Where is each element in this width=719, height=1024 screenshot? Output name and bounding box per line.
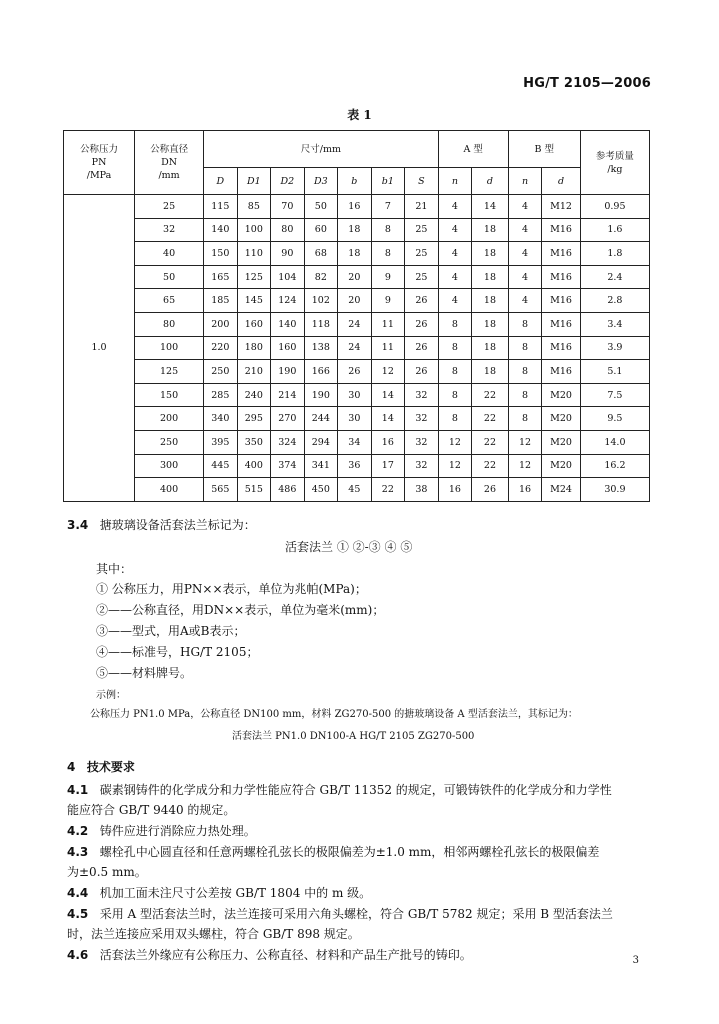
table-cell: 9 bbox=[371, 265, 405, 289]
table-cell: 450 bbox=[304, 478, 338, 502]
table-cell: 26 bbox=[338, 360, 372, 384]
table-cell: 214 bbox=[271, 383, 305, 407]
table-cell: 45 bbox=[338, 478, 372, 502]
marking-formula: 活套法兰 ① ②-③ ④ ⑤ bbox=[285, 540, 413, 554]
table-cell: 3.9 bbox=[580, 336, 649, 360]
table-cell: 36 bbox=[338, 454, 372, 478]
table-cell: 80 bbox=[135, 312, 204, 336]
table-cell: 118 bbox=[304, 312, 338, 336]
table-cell: 270 bbox=[271, 407, 305, 431]
table-cell: 32 bbox=[405, 430, 439, 454]
table-cell: M16 bbox=[542, 218, 581, 242]
table-cell: 250 bbox=[204, 360, 238, 384]
table-cell: 4 bbox=[508, 289, 542, 313]
table-cell: 8 bbox=[508, 383, 542, 407]
table-row bbox=[64, 289, 650, 313]
table-cell: 18 bbox=[338, 218, 372, 242]
table-cell: 200 bbox=[204, 312, 238, 336]
table-row bbox=[64, 454, 650, 478]
header-col-b1: b1 bbox=[371, 168, 405, 195]
marking-item-1: ① 公称压力，用PN××表示，单位为兆帕(MPa)； bbox=[96, 582, 367, 596]
table-cell: 100 bbox=[135, 336, 204, 360]
table-cell: 8 bbox=[438, 383, 472, 407]
table-cell: 26 bbox=[405, 312, 439, 336]
table-cell: 4 bbox=[438, 195, 472, 219]
table-row bbox=[64, 312, 650, 336]
table-cell: 9 bbox=[371, 289, 405, 313]
table-cell: 100 bbox=[237, 218, 271, 242]
table-cell: 1.8 bbox=[580, 242, 649, 266]
table-cell: 125 bbox=[135, 360, 204, 384]
table-cell: M16 bbox=[542, 336, 581, 360]
table-cell: 8 bbox=[371, 242, 405, 266]
header-col-b-n: n bbox=[508, 168, 542, 195]
table-cell: 26 bbox=[405, 289, 439, 313]
table-cell: 445 bbox=[204, 454, 238, 478]
clause-4-4: 4.4 机加工面未注尺寸公差按 GB/T 1804 中的 m 级。 bbox=[67, 886, 372, 900]
table-cell: 285 bbox=[204, 383, 238, 407]
table-cell: 22 bbox=[472, 430, 509, 454]
table-cell: M20 bbox=[542, 383, 581, 407]
clause-4-3-line-2: 为±0.5 mm。 bbox=[67, 865, 147, 879]
table-cell: 32 bbox=[135, 218, 204, 242]
table-cell: 102 bbox=[304, 289, 338, 313]
table-cell: 515 bbox=[237, 478, 271, 502]
example-text: 公称压力 PN1.0 MPa，公称直径 DN100 mm，材料 ZG270-500 的搪玻璃设备 A 型活套法兰，其标记为： bbox=[90, 709, 578, 720]
table-cell: 14 bbox=[472, 195, 509, 219]
table-cell: 26 bbox=[405, 360, 439, 384]
table-cell: 565 bbox=[204, 478, 238, 502]
table-cell: 8 bbox=[438, 407, 472, 431]
table-cell: M12 bbox=[542, 195, 581, 219]
table-caption: 表 1 bbox=[347, 108, 372, 122]
table-cell: 14 bbox=[371, 407, 405, 431]
table-cell: 400 bbox=[135, 478, 204, 502]
table-cell: 32 bbox=[405, 383, 439, 407]
table-row bbox=[64, 195, 650, 219]
table-cell: 11 bbox=[371, 336, 405, 360]
table-cell: 68 bbox=[304, 242, 338, 266]
table-cell: 11 bbox=[371, 312, 405, 336]
table-row bbox=[64, 336, 650, 360]
clause-4-6: 4.6 活套法兰外缘应有公称压力、公称直径、材料和产品生产批号的铸印。 bbox=[67, 948, 472, 962]
table-cell: 104 bbox=[271, 265, 305, 289]
table-cell: 250 bbox=[135, 430, 204, 454]
table-cell: 25 bbox=[135, 195, 204, 219]
table-row bbox=[64, 265, 650, 289]
table-cell: 160 bbox=[271, 336, 305, 360]
standard-code-header: HG/T 2105—2006 bbox=[523, 76, 651, 91]
table-cell: 0.95 bbox=[580, 195, 649, 219]
table-cell: M16 bbox=[542, 360, 581, 384]
table-cell: 5.1 bbox=[580, 360, 649, 384]
table-cell: 90 bbox=[271, 242, 305, 266]
table-cell: 40 bbox=[135, 242, 204, 266]
table-cell: 7.5 bbox=[580, 383, 649, 407]
section-4-heading: 4 技术要求 bbox=[67, 760, 135, 774]
table-cell: 8 bbox=[438, 312, 472, 336]
table-cell: 18 bbox=[472, 312, 509, 336]
table-cell: 295 bbox=[237, 407, 271, 431]
table-row bbox=[64, 383, 650, 407]
marking-item-2: ②——公称直径，用DN××表示，单位为毫米(mm)； bbox=[96, 603, 385, 617]
header-col-d3: D3 bbox=[304, 168, 338, 195]
table-cell: 190 bbox=[304, 383, 338, 407]
table-cell: 26 bbox=[472, 478, 509, 502]
table-cell: 240 bbox=[237, 383, 271, 407]
table-cell: 21 bbox=[405, 195, 439, 219]
table-cell: 20 bbox=[338, 265, 372, 289]
table-cell: 16 bbox=[338, 195, 372, 219]
table-cell: 12 bbox=[438, 454, 472, 478]
table-cell: 4 bbox=[508, 218, 542, 242]
table-cell: 124 bbox=[271, 289, 305, 313]
table-cell: 16 bbox=[371, 430, 405, 454]
clause-4-5-line-2: 时，法兰连接应采用双头螺柱，符合 GB/T 898 规定。 bbox=[67, 927, 360, 941]
table-cell: 16 bbox=[438, 478, 472, 502]
table-cell: 4 bbox=[438, 265, 472, 289]
table-cell: 17 bbox=[371, 454, 405, 478]
pn-value-cell: 1.0 bbox=[64, 195, 135, 502]
table-cell: 32 bbox=[405, 407, 439, 431]
table-cell: 374 bbox=[271, 454, 305, 478]
table-cell: 16 bbox=[508, 478, 542, 502]
clause-4-5: 4.5 采用 A 型活套法兰时，法兰连接可采用六角头螺栓，符合 GB/T 5782 规定；采用 B 型活套法兰 bbox=[67, 907, 613, 921]
table-cell: 16.2 bbox=[580, 454, 649, 478]
flange-dimension-table bbox=[63, 130, 650, 502]
table-cell: 25 bbox=[405, 242, 439, 266]
table-cell: 300 bbox=[135, 454, 204, 478]
table-cell: 138 bbox=[304, 336, 338, 360]
table-cell: 324 bbox=[271, 430, 305, 454]
clause-4-1: 4.1 碳素钢铸件的化学成分和力学性能应符合 GB/T 11352 的规定，可锻铸铁件的化学成分和力学性 bbox=[67, 783, 612, 797]
table-cell: 24 bbox=[338, 312, 372, 336]
table-cell: 30 bbox=[338, 407, 372, 431]
table-cell: 486 bbox=[271, 478, 305, 502]
table-cell: 18 bbox=[472, 218, 509, 242]
table-row bbox=[64, 478, 650, 502]
table-cell: 210 bbox=[237, 360, 271, 384]
clause-4-3: 4.3 螺栓孔中心圆直径和任意两螺栓孔弦长的极限偏差为±1.0 mm，相邻两螺栓孔弦长的极限偏差 bbox=[67, 845, 600, 859]
table-cell: 350 bbox=[237, 430, 271, 454]
page-number: 3 bbox=[632, 955, 639, 966]
table-cell: 22 bbox=[472, 383, 509, 407]
table-cell: M16 bbox=[542, 265, 581, 289]
header-a-type: A 型 bbox=[438, 131, 508, 168]
table-cell: 190 bbox=[271, 360, 305, 384]
table-cell: 25 bbox=[405, 218, 439, 242]
table-cell: 70 bbox=[271, 195, 305, 219]
table-cell: 30 bbox=[338, 383, 372, 407]
table-cell: 32 bbox=[405, 454, 439, 478]
marking-item-5: ⑤——材料牌号。 bbox=[96, 666, 193, 680]
table-cell: 26 bbox=[405, 336, 439, 360]
table-cell: 34 bbox=[338, 430, 372, 454]
table-cell: 4 bbox=[438, 242, 472, 266]
header-col-d: D bbox=[204, 168, 238, 195]
header-b-type: B 型 bbox=[508, 131, 580, 168]
table-cell: 18 bbox=[472, 242, 509, 266]
flange-dimension-table-wrapper bbox=[63, 130, 650, 502]
table-cell: 140 bbox=[271, 312, 305, 336]
table-cell: 80 bbox=[271, 218, 305, 242]
table-cell: 150 bbox=[204, 242, 238, 266]
table-row bbox=[64, 430, 650, 454]
table-cell: 8 bbox=[508, 336, 542, 360]
table-row bbox=[64, 218, 650, 242]
table-cell: 4 bbox=[508, 195, 542, 219]
table-cell: M24 bbox=[542, 478, 581, 502]
header-dimensions: 尺寸/mm bbox=[204, 131, 439, 168]
table-cell: 140 bbox=[204, 218, 238, 242]
table-cell: 8 bbox=[438, 360, 472, 384]
table-cell: 50 bbox=[135, 265, 204, 289]
table-cell: 12 bbox=[508, 454, 542, 478]
table-cell: 1.6 bbox=[580, 218, 649, 242]
table-cell: 3.4 bbox=[580, 312, 649, 336]
among-label: 其中： bbox=[96, 562, 133, 576]
table-cell: 22 bbox=[472, 407, 509, 431]
table-cell: 185 bbox=[204, 289, 238, 313]
table-cell: 18 bbox=[472, 289, 509, 313]
table-cell: 12 bbox=[508, 430, 542, 454]
header-nominal-pressure: 公称压力 PN /MPa bbox=[64, 131, 135, 195]
table-cell: 180 bbox=[237, 336, 271, 360]
table-cell: 8 bbox=[438, 336, 472, 360]
example-label: 示例： bbox=[96, 690, 126, 701]
table-cell: M16 bbox=[542, 242, 581, 266]
section-3-4-heading: 3.4 搪玻璃设备活套法兰标记为： bbox=[67, 518, 256, 532]
table-cell: 22 bbox=[371, 478, 405, 502]
table-cell: 150 bbox=[135, 383, 204, 407]
table-body bbox=[64, 195, 650, 502]
table-cell: M16 bbox=[542, 312, 581, 336]
table-cell: 20 bbox=[338, 289, 372, 313]
table-cell: 165 bbox=[204, 265, 238, 289]
table-cell: 8 bbox=[508, 360, 542, 384]
table-cell: 395 bbox=[204, 430, 238, 454]
table-cell: 2.4 bbox=[580, 265, 649, 289]
header-col-d1: D1 bbox=[237, 168, 271, 195]
table-cell: 166 bbox=[304, 360, 338, 384]
table-cell: 25 bbox=[405, 265, 439, 289]
table-cell: 82 bbox=[304, 265, 338, 289]
table-cell: 2.8 bbox=[580, 289, 649, 313]
table-cell: 85 bbox=[237, 195, 271, 219]
table-cell: 4 bbox=[438, 289, 472, 313]
table-cell: 65 bbox=[135, 289, 204, 313]
table-cell: 18 bbox=[472, 360, 509, 384]
table-cell: 50 bbox=[304, 195, 338, 219]
table-cell: 4 bbox=[438, 218, 472, 242]
table-cell: M20 bbox=[542, 407, 581, 431]
table-cell: 18 bbox=[472, 265, 509, 289]
table-cell: 7 bbox=[371, 195, 405, 219]
header-col-a-d: d bbox=[472, 168, 509, 195]
table-cell: 200 bbox=[135, 407, 204, 431]
table-row bbox=[64, 360, 650, 384]
table-cell: 115 bbox=[204, 195, 238, 219]
table-cell: 8 bbox=[508, 312, 542, 336]
table-cell: 22 bbox=[472, 454, 509, 478]
table-cell: 294 bbox=[304, 430, 338, 454]
table-cell: M20 bbox=[542, 454, 581, 478]
table-cell: 220 bbox=[204, 336, 238, 360]
table-cell: 18 bbox=[472, 336, 509, 360]
table-cell: 14 bbox=[371, 383, 405, 407]
table-cell: 8 bbox=[508, 407, 542, 431]
table-cell: 24 bbox=[338, 336, 372, 360]
header-col-s: S bbox=[405, 168, 439, 195]
header-col-b-d: d bbox=[542, 168, 581, 195]
table-cell: 160 bbox=[237, 312, 271, 336]
table-cell: 125 bbox=[237, 265, 271, 289]
table-cell: 4 bbox=[508, 242, 542, 266]
table-cell: 38 bbox=[405, 478, 439, 502]
table-cell: 110 bbox=[237, 242, 271, 266]
clause-4-1-line-2: 能应符合 GB/T 9440 的规定。 bbox=[67, 803, 236, 817]
table-cell: 14.0 bbox=[580, 430, 649, 454]
header-col-a-n: n bbox=[438, 168, 472, 195]
clause-4-2: 4.2 铸件应进行消除应力热处理。 bbox=[67, 824, 256, 838]
table-cell: 341 bbox=[304, 454, 338, 478]
header-reference-mass: 参考质量 /kg bbox=[580, 131, 649, 195]
table-cell: 12 bbox=[371, 360, 405, 384]
header-col-d2: D2 bbox=[271, 168, 305, 195]
marking-item-4: ④——标准号，HG/T 2105； bbox=[96, 645, 259, 659]
table-cell: 8 bbox=[371, 218, 405, 242]
table-cell: 145 bbox=[237, 289, 271, 313]
table-cell: 30.9 bbox=[580, 478, 649, 502]
marking-item-3: ③——型式，用A或B表示； bbox=[96, 624, 246, 638]
table-cell: 60 bbox=[304, 218, 338, 242]
table-cell: M20 bbox=[542, 430, 581, 454]
table-cell: 400 bbox=[237, 454, 271, 478]
header-col-b: b bbox=[338, 168, 372, 195]
header-nominal-diameter: 公称直径 DN /mm bbox=[135, 131, 204, 195]
table-cell: 18 bbox=[338, 242, 372, 266]
table-cell: M16 bbox=[542, 289, 581, 313]
table-cell: 244 bbox=[304, 407, 338, 431]
table-row bbox=[64, 242, 650, 266]
table-row bbox=[64, 407, 650, 431]
table-cell: 4 bbox=[508, 265, 542, 289]
table-cell: 9.5 bbox=[580, 407, 649, 431]
example-marking: 活套法兰 PN1.0 DN100-A HG/T 2105 ZG270-500 bbox=[232, 731, 475, 742]
table-cell: 340 bbox=[204, 407, 238, 431]
table-cell: 12 bbox=[438, 430, 472, 454]
